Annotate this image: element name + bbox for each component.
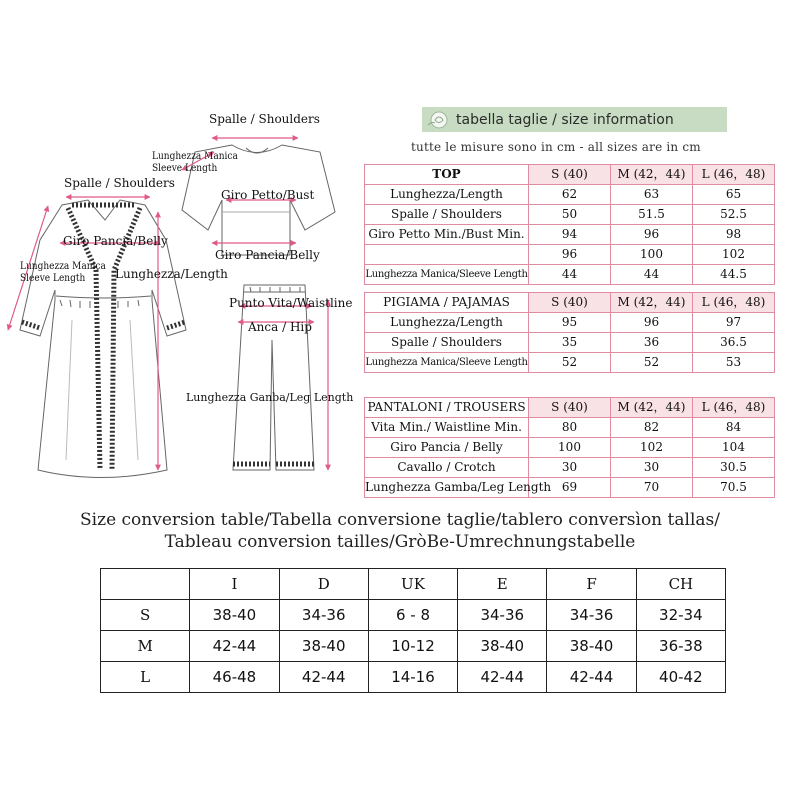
top-sleeve-label-it: Lunghezza Manica [152, 151, 238, 162]
cell: 97 [693, 313, 775, 333]
size-header: M (42，44) [611, 293, 693, 313]
units-note: tutte le misure sono in cm - all sizes are in cm [411, 140, 701, 154]
cell: 69 [529, 478, 611, 498]
robe-shoulders-label: Spalle / Shoulders [64, 176, 175, 190]
cell: 36-38 [636, 631, 725, 662]
cell: 34-36 [458, 600, 547, 631]
cell: 38-40 [279, 631, 368, 662]
row-label: Giro Pancia / Belly [365, 438, 529, 458]
cell: 35 [529, 333, 611, 353]
top-size-table [364, 164, 775, 285]
header-cell: E [458, 569, 547, 600]
pants-waist-label: Punto Vita/Waistline [229, 296, 353, 310]
row-label [365, 245, 529, 265]
table-row [101, 600, 726, 631]
conversion-title [0, 509, 800, 553]
cell: 42-44 [190, 631, 279, 662]
robe-sleeve-label-en: Sleeve Length [20, 273, 86, 284]
robe-belly-label: Giro Pancia/Belly [63, 234, 168, 248]
cell: 42-44 [547, 662, 636, 693]
header-cell: CH [636, 569, 725, 600]
cell: 44.5 [693, 265, 775, 285]
conversion-title-line1: Size conversion table/Tabella conversione taglie/tablero conversìon tallas/ [80, 510, 720, 530]
cell: 98 [693, 225, 775, 245]
cell: 102 [693, 245, 775, 265]
size-header: M (42，44) [611, 165, 693, 185]
row-label: Lunghezza/Length [365, 313, 529, 333]
size-header: L (46，48) [693, 398, 775, 418]
rose-icon [422, 107, 456, 132]
row-label: Cavallo / Crotch [365, 458, 529, 478]
cell: 38-40 [458, 631, 547, 662]
cell: 102 [611, 438, 693, 458]
size-header: S (40) [529, 165, 611, 185]
table-header-row [101, 569, 726, 600]
cell: 42-44 [458, 662, 547, 693]
cell: 44 [529, 265, 611, 285]
row-label: Lunghezza/Length [365, 185, 529, 205]
cell: 63 [611, 185, 693, 205]
table-row [365, 438, 775, 458]
cell: 36 [611, 333, 693, 353]
table-title: PANTALONI / TROUSERS [365, 398, 529, 418]
banner-title: tabella taglie / size information [456, 111, 674, 128]
robe-length-label: Lunghezza/Length [115, 267, 228, 281]
cell: 51.5 [611, 205, 693, 225]
table-row [365, 185, 775, 205]
header-cell: D [279, 569, 368, 600]
cell: 50 [529, 205, 611, 225]
cell: 30 [529, 458, 611, 478]
table-row [365, 353, 775, 373]
cell: 52.5 [693, 205, 775, 225]
size-info-banner [422, 107, 727, 132]
cell: 36.5 [693, 333, 775, 353]
table-title: PIGIAMA / PAJAMAS [365, 293, 529, 313]
header-cell: I [190, 569, 279, 600]
cell: 38-40 [190, 600, 279, 631]
cell: 96 [611, 313, 693, 333]
cell: 80 [529, 418, 611, 438]
row-label: Vita Min./ Waistline Min. [365, 418, 529, 438]
table-row [365, 225, 775, 245]
table-row [365, 205, 775, 225]
table-row [365, 418, 775, 438]
size-cell: L [101, 662, 190, 693]
cell: 96 [529, 245, 611, 265]
size-header: L (46，48) [693, 293, 775, 313]
size-header: S (40) [529, 398, 611, 418]
row-label: Spalle / Shoulders [365, 333, 529, 353]
cell: 34-36 [547, 600, 636, 631]
cell: 96 [611, 225, 693, 245]
size-cell: M [101, 631, 190, 662]
top-shoulders-label: Spalle / Shoulders [209, 112, 320, 126]
cell: 65 [693, 185, 775, 205]
cell: 82 [611, 418, 693, 438]
cell: 30.5 [693, 458, 775, 478]
table-row [365, 245, 775, 265]
table-title: TOP [365, 165, 529, 185]
cell: 100 [611, 245, 693, 265]
table-row [365, 478, 775, 498]
cell: 52 [529, 353, 611, 373]
cell: 40-42 [636, 662, 725, 693]
table-row [101, 662, 726, 693]
cell: 10-12 [368, 631, 457, 662]
cell: 34-36 [279, 600, 368, 631]
cell: 6 - 8 [368, 600, 457, 631]
top-sleeve-label-en: Sleeve Length [152, 163, 218, 174]
row-label: Lunghezza Manica/Sleeve Length [365, 353, 529, 373]
row-label: Spalle / Shoulders [365, 205, 529, 225]
table-row [365, 458, 775, 478]
cell: 95 [529, 313, 611, 333]
table-row [365, 333, 775, 353]
size-cell: S [101, 600, 190, 631]
header-cell: UK [368, 569, 457, 600]
cell: 70.5 [693, 478, 775, 498]
row-label: Lunghezza Gamba/Leg Length [365, 478, 529, 498]
cell: 42-44 [279, 662, 368, 693]
cell: 104 [693, 438, 775, 458]
conversion-title-line2: Tableau conversion tailles/GròBe-Umrechnungstabelle [164, 532, 636, 552]
pants-hip-label: Anca / Hip [248, 320, 312, 334]
cell: 94 [529, 225, 611, 245]
size-header: S (40) [529, 293, 611, 313]
robe-sleeve-label-it: Lunghezza Manica [20, 261, 106, 272]
cell: 44 [611, 265, 693, 285]
cell: 38-40 [547, 631, 636, 662]
cell: 100 [529, 438, 611, 458]
header-cell [101, 569, 190, 600]
pants-drawing [233, 285, 314, 470]
cell: 62 [529, 185, 611, 205]
cell: 84 [693, 418, 775, 438]
cell: 52 [611, 353, 693, 373]
table-row [365, 265, 775, 285]
row-label: Lunghezza Manica/Sleeve Length [365, 265, 529, 285]
top-belly-label: Giro Pancia/Belly [215, 248, 320, 262]
pants-leg-label: Lunghezza Ganba/Leg Length [186, 391, 354, 404]
pajamas-size-table [364, 292, 775, 373]
size-header: L (46，48) [693, 165, 775, 185]
cell: 70 [611, 478, 693, 498]
row-label: Giro Petto Min./Bust Min. [365, 225, 529, 245]
size-conversion-table [100, 568, 726, 693]
size-header: M (42，44) [611, 398, 693, 418]
trousers-size-table [364, 397, 775, 498]
cell: 46-48 [190, 662, 279, 693]
table-row [101, 631, 726, 662]
cell: 14-16 [368, 662, 457, 693]
top-bust-label: Giro Petto/Bust [221, 188, 315, 202]
header-cell: F [547, 569, 636, 600]
cell: 30 [611, 458, 693, 478]
cell: 53 [693, 353, 775, 373]
cell: 32-34 [636, 600, 725, 631]
table-row [365, 313, 775, 333]
